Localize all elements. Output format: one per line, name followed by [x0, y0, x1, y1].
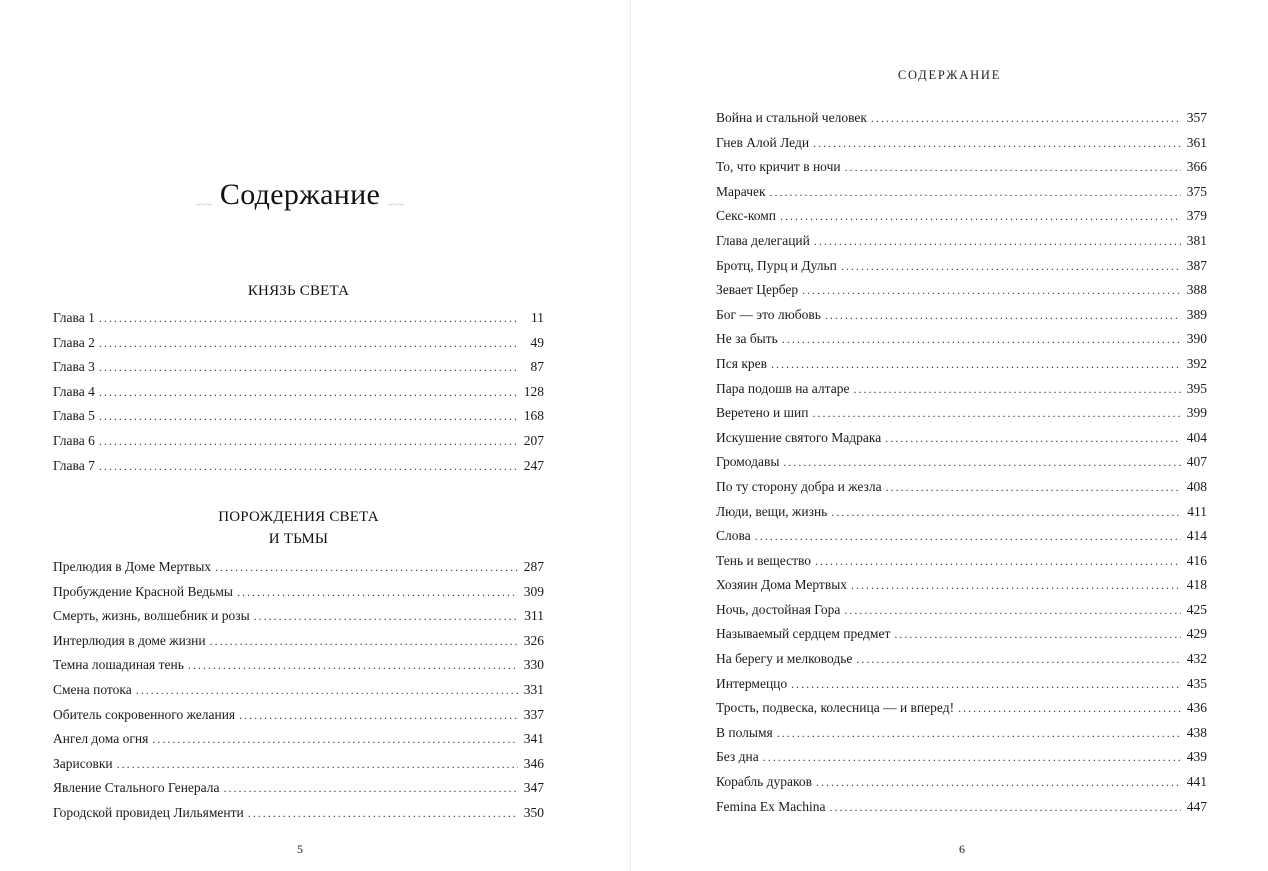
dot-leader — [224, 776, 518, 801]
toc-entry-title: Тень и вещество — [716, 552, 812, 568]
toc-entry-page: 337 — [523, 706, 544, 722]
dot-leader — [851, 573, 1181, 598]
toc-entry-page: 128 — [523, 383, 544, 399]
toc-entry-page: 331 — [523, 681, 544, 697]
dot-leader — [886, 475, 1181, 500]
toc-entry-page: 357 — [1186, 110, 1207, 125]
dot-leader — [99, 331, 518, 356]
toc-entry — [53, 678, 544, 703]
toc-entry-title: Не за быть — [716, 331, 778, 347]
dot-leader — [248, 801, 518, 826]
toc-entry — [53, 306, 544, 331]
dot-leader — [99, 355, 518, 380]
toc-entry-title: Смерть, жизнь, волшебник и розы — [53, 608, 250, 624]
toc-entry — [53, 653, 544, 678]
toc-entry-title: На берегу и мелководье — [716, 651, 853, 667]
toc-entry-page: 388 — [1186, 282, 1207, 298]
toc-entry-title: Пара подошв на алтаре — [716, 380, 850, 396]
toc-entry-page: 346 — [523, 755, 544, 771]
toc-entry — [53, 404, 544, 429]
dot-leader — [844, 598, 1181, 623]
dot-leader — [845, 155, 1181, 180]
toc-entry — [716, 721, 1207, 746]
toc-entry-page: 411 — [1187, 503, 1207, 519]
toc-entry-page: 375 — [1186, 183, 1207, 199]
toc-entry-title: Люди, вещи, жизнь — [716, 503, 828, 519]
contents-title — [0, 178, 600, 212]
dot-leader — [237, 580, 518, 605]
dot-leader — [780, 204, 1181, 229]
toc-entry-page: 350 — [523, 804, 544, 820]
toc-entry-title: Пся крев — [716, 355, 768, 371]
toc-entry-page: 436 — [1186, 700, 1207, 716]
toc-entry — [716, 278, 1207, 303]
toc-entry-title: Обитель сокровенного желания — [53, 706, 236, 722]
toc-entry-title: Хозяин Дома Мертвых — [716, 577, 848, 593]
dot-leader — [99, 404, 518, 429]
toc-entry-title: Искушение святого Мадрака — [716, 429, 882, 445]
toc-entry — [716, 622, 1207, 647]
toc-entry — [716, 450, 1207, 475]
toc-entry-page: 287 — [523, 559, 544, 574]
dot-leader — [853, 377, 1181, 402]
toc-entry — [716, 106, 1207, 131]
toc-entry — [53, 727, 544, 752]
dot-leader — [871, 106, 1181, 131]
dot-leader — [813, 131, 1181, 156]
toc-entry-title: Темна лошадиная тень — [53, 657, 184, 673]
toc-entry-title: Секс-комп — [716, 208, 777, 224]
toc-entry-page: 447 — [1186, 798, 1207, 814]
toc-entry — [53, 355, 544, 380]
toc-entry-page: 247 — [523, 457, 544, 473]
toc-entry-title: Глава 5 — [53, 408, 95, 424]
dot-leader — [117, 752, 518, 777]
toc-entry — [53, 454, 544, 479]
toc-entry — [716, 770, 1207, 795]
toc-entry-page: 435 — [1186, 675, 1207, 691]
toc-entry-title: Глава 3 — [53, 359, 95, 375]
left-flourish-icon: ﹏ — [195, 190, 213, 208]
toc-entry-page: 361 — [1186, 134, 1207, 150]
toc-entry-title: Глава 7 — [53, 457, 95, 473]
toc-entry-title: То, что кричит в ночи — [716, 159, 841, 175]
left-page — [0, 0, 630, 871]
toc-entry-page: 418 — [1186, 577, 1207, 593]
toc-entry — [716, 303, 1207, 328]
toc-entry-page: 425 — [1186, 601, 1207, 617]
toc-entry-title: По ту сторону добра и жезла — [716, 478, 882, 494]
dot-leader — [99, 429, 518, 454]
toc-entry — [53, 703, 544, 728]
toc-entry — [716, 426, 1207, 451]
toc-entry-page: 416 — [1186, 552, 1207, 568]
toc-entry-page: 309 — [523, 583, 544, 599]
toc-entry — [716, 500, 1207, 525]
toc-entry — [716, 352, 1207, 377]
toc-entry-title: Прелюдия в Доме Мертвых — [53, 559, 212, 574]
part2-heading-line2: И ТЬМЫ — [268, 531, 329, 547]
dot-leader — [782, 327, 1181, 352]
toc-entry-page: 389 — [1186, 306, 1207, 322]
dot-leader — [825, 303, 1181, 328]
toc-entry-title: Слова — [716, 528, 751, 544]
dot-leader — [829, 795, 1181, 820]
part1-toc-list — [53, 306, 544, 478]
toc-entry-title: Интерлюдия в доме жизни — [53, 632, 206, 648]
toc-entry — [716, 204, 1207, 229]
toc-entry-title: Femina Ex Machina — [716, 798, 826, 814]
toc-entry-title: Марачек — [716, 183, 766, 199]
toc-entry — [53, 555, 544, 580]
toc-entry — [716, 598, 1207, 623]
toc-entry — [53, 580, 544, 605]
dot-leader — [770, 180, 1181, 205]
dot-leader — [831, 500, 1181, 525]
toc-entry-page: 387 — [1186, 257, 1207, 273]
dot-leader — [99, 454, 518, 479]
toc-entry-title: Ангел дома огня — [53, 731, 149, 747]
toc-entry-title: Война и стальной человек — [716, 110, 867, 125]
toc-entry-title: Глава 4 — [53, 383, 95, 399]
toc-entry-title: Пробуждение Красной Ведьмы — [53, 583, 233, 599]
dot-leader — [885, 426, 1181, 451]
dot-leader — [791, 672, 1181, 697]
toc-entry-page: 399 — [1186, 405, 1207, 421]
toc-entry-page: 439 — [1186, 749, 1207, 765]
dot-leader — [777, 721, 1181, 746]
toc-entry — [716, 524, 1207, 549]
dot-leader — [958, 696, 1181, 721]
dot-leader — [771, 352, 1181, 377]
toc-entry-page: 432 — [1186, 651, 1207, 667]
dot-leader — [816, 770, 1181, 795]
toc-entry-title: Глава 1 — [53, 310, 95, 325]
toc-entry-title: Глава 6 — [53, 432, 95, 448]
toc-entry — [716, 401, 1207, 426]
dot-leader — [894, 622, 1181, 647]
dot-leader — [215, 555, 518, 580]
toc-entry-title: Смена потока — [53, 681, 132, 697]
dot-leader — [239, 703, 518, 728]
toc-entry-title: Бог — это любовь — [716, 306, 821, 322]
toc-entry — [53, 604, 544, 629]
toc-entry-page: 168 — [523, 408, 544, 424]
toc-entry-page: 408 — [1186, 478, 1207, 494]
toc-entry — [716, 795, 1207, 820]
toc-entry-page: 404 — [1186, 429, 1207, 445]
right-toc-list — [716, 106, 1207, 819]
toc-entry — [716, 549, 1207, 574]
dot-leader — [210, 629, 518, 654]
toc-entry-page: 414 — [1186, 528, 1207, 544]
dot-leader — [99, 306, 518, 331]
toc-entry-page: 438 — [1186, 724, 1207, 740]
toc-entry-title: Трость, подвеска, колесница — и вперед! — [716, 700, 955, 716]
toc-entry-title: Глава делегаций — [716, 232, 810, 248]
toc-entry-title: Интермеццо — [716, 675, 788, 691]
contents-title-text: Содержание — [219, 178, 381, 211]
toc-entry-title: Веретено и шип — [716, 405, 809, 421]
toc-entry — [53, 801, 544, 826]
toc-entry-page: 392 — [1186, 355, 1207, 371]
toc-entry-page: 366 — [1186, 159, 1207, 175]
toc-entry-title: В полымя — [716, 724, 773, 740]
toc-entry — [53, 752, 544, 777]
dot-leader — [763, 745, 1181, 770]
dot-leader — [254, 604, 518, 629]
dot-leader — [783, 450, 1181, 475]
toc-entry-page: 341 — [523, 731, 544, 747]
toc-entry — [716, 745, 1207, 770]
dot-leader — [856, 647, 1181, 672]
dot-leader — [136, 678, 518, 703]
dot-leader — [99, 380, 518, 405]
toc-entry — [716, 647, 1207, 672]
toc-entry-page: 390 — [1186, 331, 1207, 347]
dot-leader — [812, 401, 1181, 426]
page-number-right: 6 — [959, 842, 965, 856]
toc-entry — [716, 475, 1207, 500]
toc-entry-title: Громодавы — [716, 454, 780, 470]
dot-leader — [152, 727, 518, 752]
toc-entry — [53, 776, 544, 801]
dot-leader — [841, 254, 1181, 279]
toc-entry — [716, 672, 1207, 697]
toc-entry — [716, 155, 1207, 180]
part1-heading: КНЯЗЬ СВЕТА — [247, 283, 350, 299]
dot-leader — [188, 653, 518, 678]
toc-entry-title: Бротц, Пурц и Дульп — [716, 257, 837, 273]
dot-leader — [755, 524, 1181, 549]
toc-entry-page: 347 — [523, 780, 544, 796]
toc-entry-title: Без дна — [716, 749, 759, 765]
toc-entry-title: Городской провидец Лильяменти — [53, 804, 244, 820]
toc-entry — [716, 180, 1207, 205]
toc-entry-page: 407 — [1186, 454, 1207, 470]
toc-entry — [716, 377, 1207, 402]
toc-entry-title: Называемый сердцем предмет — [716, 626, 891, 642]
toc-entry-page: 11 — [531, 310, 544, 325]
toc-entry-title: Ночь, достойная Гора — [716, 601, 841, 617]
part2-heading-line1: ПОРОЖДЕНИЯ СВЕТА — [218, 509, 379, 525]
toc-entry-title: Гнев Алой Леди — [716, 134, 810, 150]
right-flourish-icon: ﹏ — [387, 190, 405, 208]
toc-entry-page: 381 — [1186, 232, 1207, 248]
toc-entry — [716, 696, 1207, 721]
right-page — [631, 0, 1268, 871]
dot-leader — [814, 229, 1181, 254]
toc-entry-title: Зевает Цербер — [716, 282, 799, 298]
toc-entry-page: 330 — [523, 657, 544, 673]
toc-entry-page: 326 — [523, 632, 544, 648]
toc-entry — [53, 331, 544, 356]
toc-entry-page: 395 — [1186, 380, 1207, 396]
dot-leader — [802, 278, 1181, 303]
toc-entry-page: 207 — [523, 432, 544, 448]
toc-entry-title: Глава 2 — [53, 334, 95, 350]
toc-entry — [53, 429, 544, 454]
toc-entry — [53, 629, 544, 654]
toc-entry-page: 87 — [530, 359, 544, 375]
toc-entry-page: 311 — [524, 608, 544, 624]
toc-entry — [53, 380, 544, 405]
toc-entry — [716, 254, 1207, 279]
toc-entry-title: Явление Стального Генерала — [53, 780, 220, 796]
toc-entry-page: 379 — [1186, 208, 1207, 224]
toc-entry — [716, 229, 1207, 254]
toc-entry-page: 429 — [1186, 626, 1207, 642]
toc-entry — [716, 131, 1207, 156]
toc-entry-page: 441 — [1186, 774, 1207, 790]
toc-entry — [716, 327, 1207, 352]
toc-entry-page: 49 — [530, 334, 544, 350]
toc-entry — [716, 573, 1207, 598]
part2-toc-list — [53, 555, 544, 826]
toc-entry-title: Зарисовки — [53, 755, 113, 771]
page-number-left: 5 — [297, 842, 303, 856]
running-head: СОДЕРЖАНИЕ — [897, 68, 1002, 82]
toc-entry-title: Корабль дураков — [716, 774, 812, 790]
dot-leader — [815, 549, 1181, 574]
